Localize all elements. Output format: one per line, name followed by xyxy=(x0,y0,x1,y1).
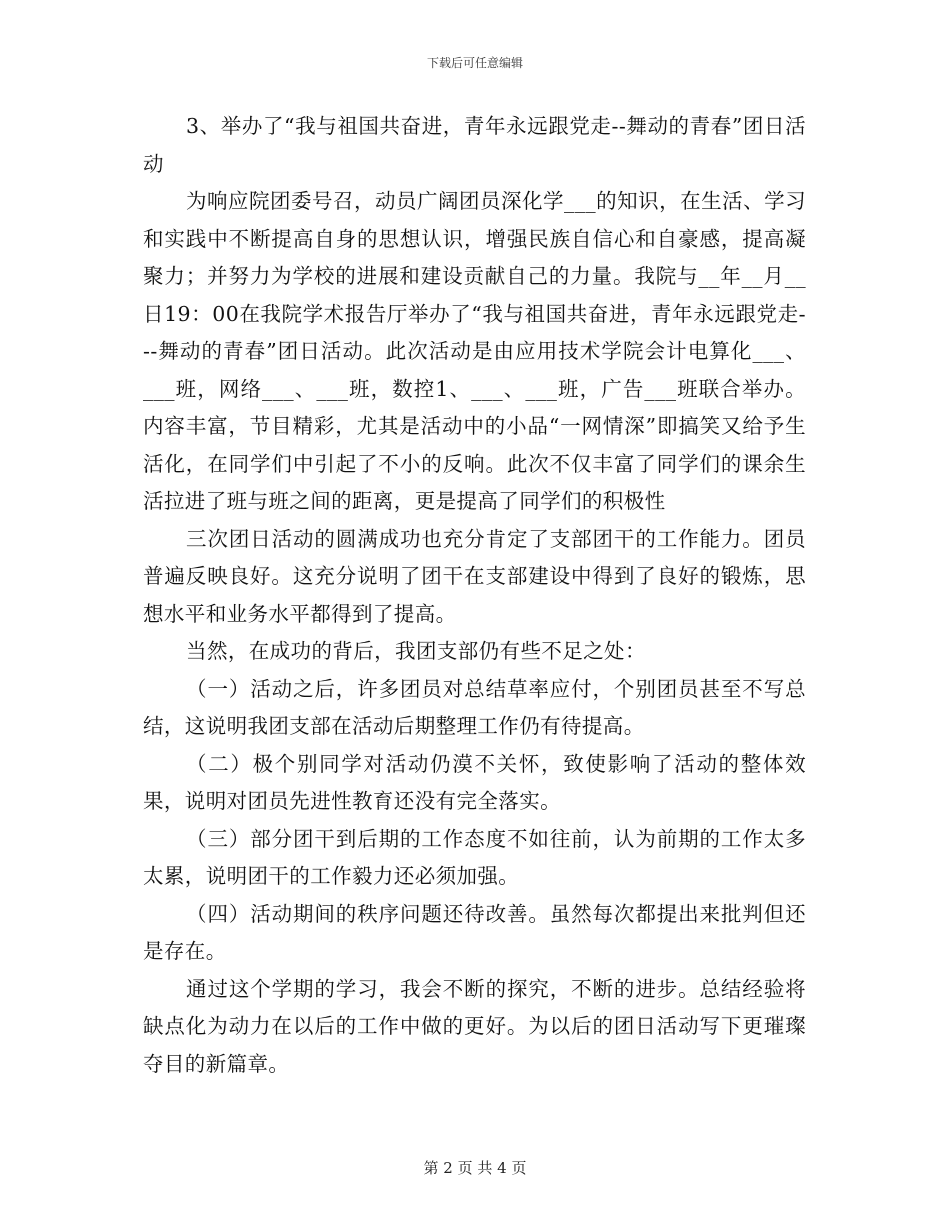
paragraph-shortcoming-4: （四）活动期间的秩序问题还待改善。虽然每次都提出来批判但还是存在。 xyxy=(143,901,806,963)
page-number: 第 2 页 共 4 页 xyxy=(423,1159,527,1177)
paragraph-heading-3: 3、举办了“我与祖国共奋进，青年永远跟党走--舞动的青春”团日活动 xyxy=(143,114,806,176)
header-note: 下载后可任意编辑 xyxy=(426,56,523,70)
document-body xyxy=(143,108,806,1083)
paragraph-shortcomings-intro: 当然，在成功的背后，我团支部仍有些不足之处： xyxy=(186,639,646,663)
paragraph-activity-detail: 为响应院团委号召，动员广阔团员深化学___的知识，在生活、学习和实践中不断提高自身的思想认识，增强民族自信心和自豪感，提高凝聚力；并努力为学校的进展和建设贡献自己的力量。我院与__年__月__日19：00在我院学术报告厅举办了“我与祖国共奋进，青年永远跟党走---舞动的青春”团日活动。此次活动是由应用技术学院会计电算化___、___班，网络___、___班，数控1、___、___班，广告___班联合举办。内容丰富，节目精彩，尤其是活动中的小品“一网情深”即搞笑又给予生活化，在同学们中引起了不小的反响。此次不仅丰富了同学们的课余生活拉进了班与班之间的距离，更是提高了同学们的积极性 xyxy=(143,189,806,513)
paragraph-conclusion: 通过这个学期的学习，我会不断的探究，不断的进步。总结经验将缺点化为动力在以后的工作中做的更好。为以后的团日活动写下更璀璨夺目的新篇章。 xyxy=(143,976,806,1076)
paragraph-summary: 三次团日活动的圆满成功也充分肯定了支部团干的工作能力。团员普遍反映良好。这充分说明了团干在支部建设中得到了良好的锻炼，思想水平和业务水平都得到了提高。 xyxy=(143,526,806,626)
paragraph-shortcoming-1: （一）活动之后，许多团员对总结草率应付，个别团员甚至不写总结，这说明我团支部在活动后期整理工作仍有待提高。 xyxy=(143,676,806,738)
paragraph-shortcoming-3: （三）部分团干到后期的工作态度不如往前，认为前期的工作太多太累，说明团干的工作毅力还必须加强。 xyxy=(143,826,806,888)
paragraph-shortcoming-2: （二）极个别同学对活动仍漠不关怀，致使影响了活动的整体效果，说明对团员先进性教育还没有完全落实。 xyxy=(143,751,806,813)
